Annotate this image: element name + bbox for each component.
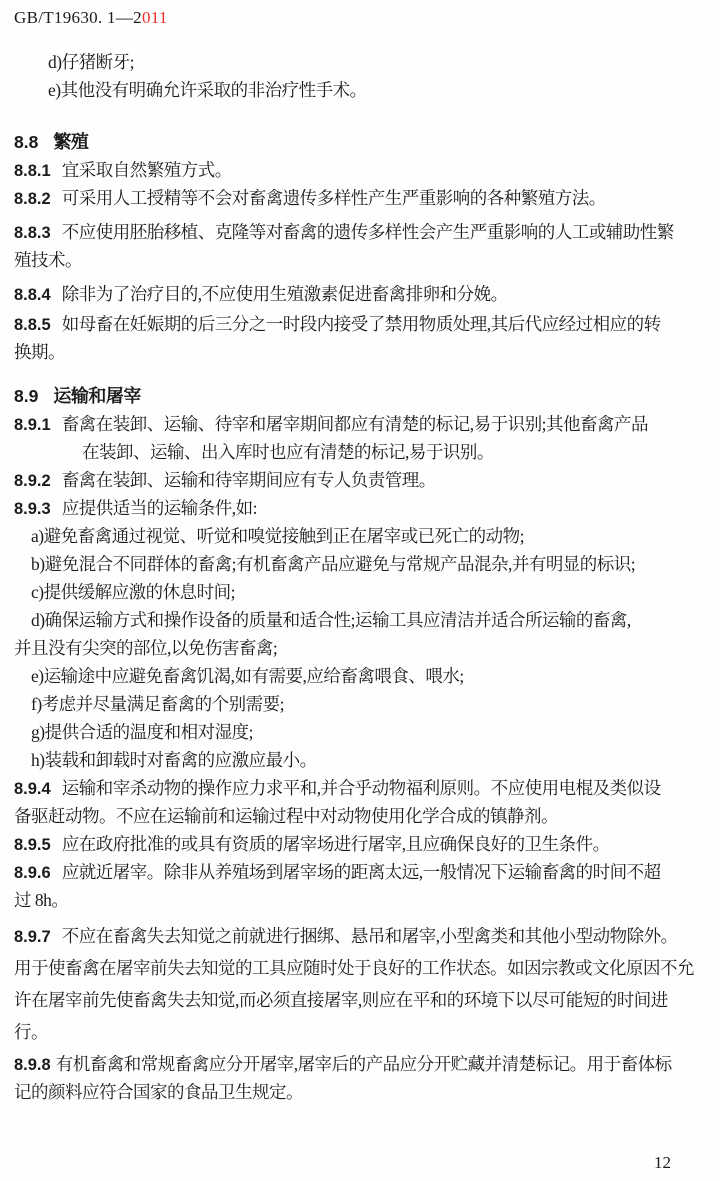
line-text: 除非为了治疗目的,不应使用生殖激素促进畜禽排卵和分娩。 (61, 284, 508, 304)
line-text: 换期。 (14, 342, 65, 362)
clause-number: 8.9.7 (14, 928, 51, 946)
clause-number: 8.9.6 (14, 864, 51, 882)
list-item-d-transport (14, 606, 706, 634)
page-number: 12 (654, 1153, 671, 1172)
line-text: 过 8h。 (14, 890, 69, 910)
clause-8-8-4 (14, 280, 706, 308)
standard-code-black: GB/T19630. 1—2 (14, 8, 142, 27)
clause-8-9-8 (14, 1050, 706, 1078)
line-text: 应提供适当的运输条件,如: (61, 498, 257, 518)
clause-8-8-5 (14, 310, 706, 338)
heading-8-8 (14, 128, 706, 156)
line-text: e)运输途中应避免畜禽饥渴,如有需要,应给畜禽喂食、喂水; (31, 666, 464, 686)
clause-8-9-6-cont (14, 886, 706, 914)
line-text: 许在屠宰前先使畜禽失去知觉,而必须直接屠宰,则应在平和的环境下以尽可能短的时间进 (14, 990, 668, 1010)
standard-code-year-red: 011 (141, 8, 168, 27)
line-text: 如母畜在妊娠期的后三分之一时段内接受了禁用物质处理,其后代应经过相应的转 (61, 314, 661, 334)
clause-8-8-3-cont (14, 246, 706, 274)
clause-8-9-3 (14, 494, 706, 522)
clause-number: 8.9.4 (14, 780, 51, 798)
line-text: f)考虑并尽量满足畜禽的个别需要; (31, 694, 285, 714)
clause-8-9-5 (14, 830, 706, 858)
clause-8-9-1 (14, 410, 706, 438)
clause-8-9-7 (14, 922, 706, 950)
clause-8-8-5-cont (14, 338, 706, 366)
line-text: 殖技术。 (14, 250, 82, 270)
list-item-a-transport (14, 522, 706, 550)
clause-8-9-7-cont-1 (14, 954, 706, 982)
list-item-f-transport (14, 690, 706, 718)
line-text: 记的颜料应符合国家的食品卫生规定。 (14, 1082, 303, 1102)
clause-number: 8.8.5 (14, 316, 51, 334)
clause-8-9-7-cont-3 (14, 1018, 706, 1046)
clause-8-8-2 (14, 184, 706, 212)
clause-number: 8.9.1 (14, 416, 51, 434)
line-text: 繁殖 (53, 132, 89, 152)
clause-8-9-4-cont (14, 802, 706, 830)
list-item-h-transport (14, 746, 706, 774)
line-text: 畜禽在装卸、运输、待宰和屠宰期间都应有清楚的标记,易于识别;其他畜禽产品 (61, 414, 648, 434)
line-text: 有机畜禽和常规畜禽应分开屠宰,屠宰后的产品应分开贮藏并清楚标记。用于畜体标 (55, 1054, 672, 1074)
line-text: c)提供缓解应激的休息时间; (31, 582, 235, 602)
list-item-d-teeth (14, 48, 706, 76)
line-text: g)提供合适的温度和相对湿度; (31, 722, 253, 742)
line-text: e)其他没有明确允许采取的非治疗性手术。 (48, 80, 367, 100)
line-text: a)避免畜禽通过视觉、听觉和嗅觉接触到正在屠宰或已死亡的动物; (31, 526, 524, 546)
list-item-b-transport (14, 550, 706, 578)
list-item-c-transport (14, 578, 706, 606)
line-text: 用于使畜禽在屠宰前失去知觉的工具应随时处于良好的工作状态。如因宗教或文化原因不允 (14, 958, 694, 978)
line-text: 运输和屠宰 (53, 386, 141, 406)
clause-8-9-8-cont (14, 1078, 706, 1106)
heading-8-9 (14, 382, 706, 410)
clause-8-9-7-cont-2 (14, 986, 706, 1014)
clause-number: 8.8.3 (14, 224, 51, 242)
clause-number: 8.8 (14, 132, 39, 152)
line-text: 在装卸、运输、出入库时也应有清楚的标记,易于识别。 (82, 442, 494, 462)
clause-8-8-1 (14, 156, 706, 184)
standard-code (14, 8, 168, 28)
line-text: d)确保运输方式和操作设备的质量和适合性;运输工具应清洁并适合所运输的畜禽, (31, 610, 631, 630)
line-text: 宜采取自然繁殖方式。 (61, 160, 232, 180)
line-text: 不应使用胚胎移植、克隆等对畜禽的遗传多样性会产生严重影响的人工或辅助性繁 (61, 222, 674, 242)
clause-number: 8.9 (14, 386, 39, 406)
line-text: 可采用人工授精等不会对畜禽遗传多样性产生严重影响的各种繁殖方法。 (61, 188, 606, 208)
clause-8-8-3 (14, 218, 706, 246)
line-text: b)避免混合不同群体的畜禽;有机畜禽产品应避免与常规产品混杂,并有明显的标识; (31, 554, 636, 574)
line-text: 备驱赶动物。不应在运输前和运输过程中对动物使用化学合成的镇静剂。 (14, 806, 558, 826)
line-text: d)仔猪断牙; (48, 52, 134, 72)
line-text: 畜禽在装卸、运输和待宰期间应有专人负责管理。 (61, 470, 436, 490)
list-item-e-other (14, 76, 706, 104)
clause-8-9-1-cont (14, 438, 706, 466)
line-text: 行。 (14, 1022, 48, 1042)
line-text: 并且没有尖突的部位,以免伤害畜禽; (14, 638, 278, 658)
clause-8-9-2 (14, 466, 706, 494)
line-text: 应在政府批准的或具有资质的屠宰场进行屠宰,且应确保良好的卫生条件。 (61, 834, 610, 854)
line-text: 应就近屠宰。除非从养殖场到屠宰场的距离太远,一般情况下运输畜禽的时间不超 (61, 862, 661, 882)
line-text: 运输和宰杀动物的操作应力求平和,并合乎动物福利原则。不应使用电棍及类似设 (61, 778, 661, 798)
document-body (14, 42, 706, 1106)
line-text: h)装载和卸载时对畜禽的应激应最小。 (31, 750, 317, 770)
list-item-g-transport (14, 718, 706, 746)
clause-number: 8.9.3 (14, 500, 51, 518)
clause-number: 8.8.2 (14, 190, 51, 208)
clause-number: 8.9.8 (14, 1056, 51, 1074)
clause-8-9-6 (14, 858, 706, 886)
clause-8-9-4 (14, 774, 706, 802)
clause-number: 8.9.5 (14, 836, 51, 854)
clause-number: 8.9.2 (14, 472, 51, 490)
line-text: 不应在畜禽失去知觉之前就进行捆绑、悬吊和屠宰,小型禽类和其他小型动物除外。 (61, 926, 678, 946)
list-item-e-transport (14, 662, 706, 690)
clause-number: 8.8.1 (14, 162, 51, 180)
list-item-d-cont (14, 634, 706, 662)
clause-number: 8.8.4 (14, 286, 51, 304)
